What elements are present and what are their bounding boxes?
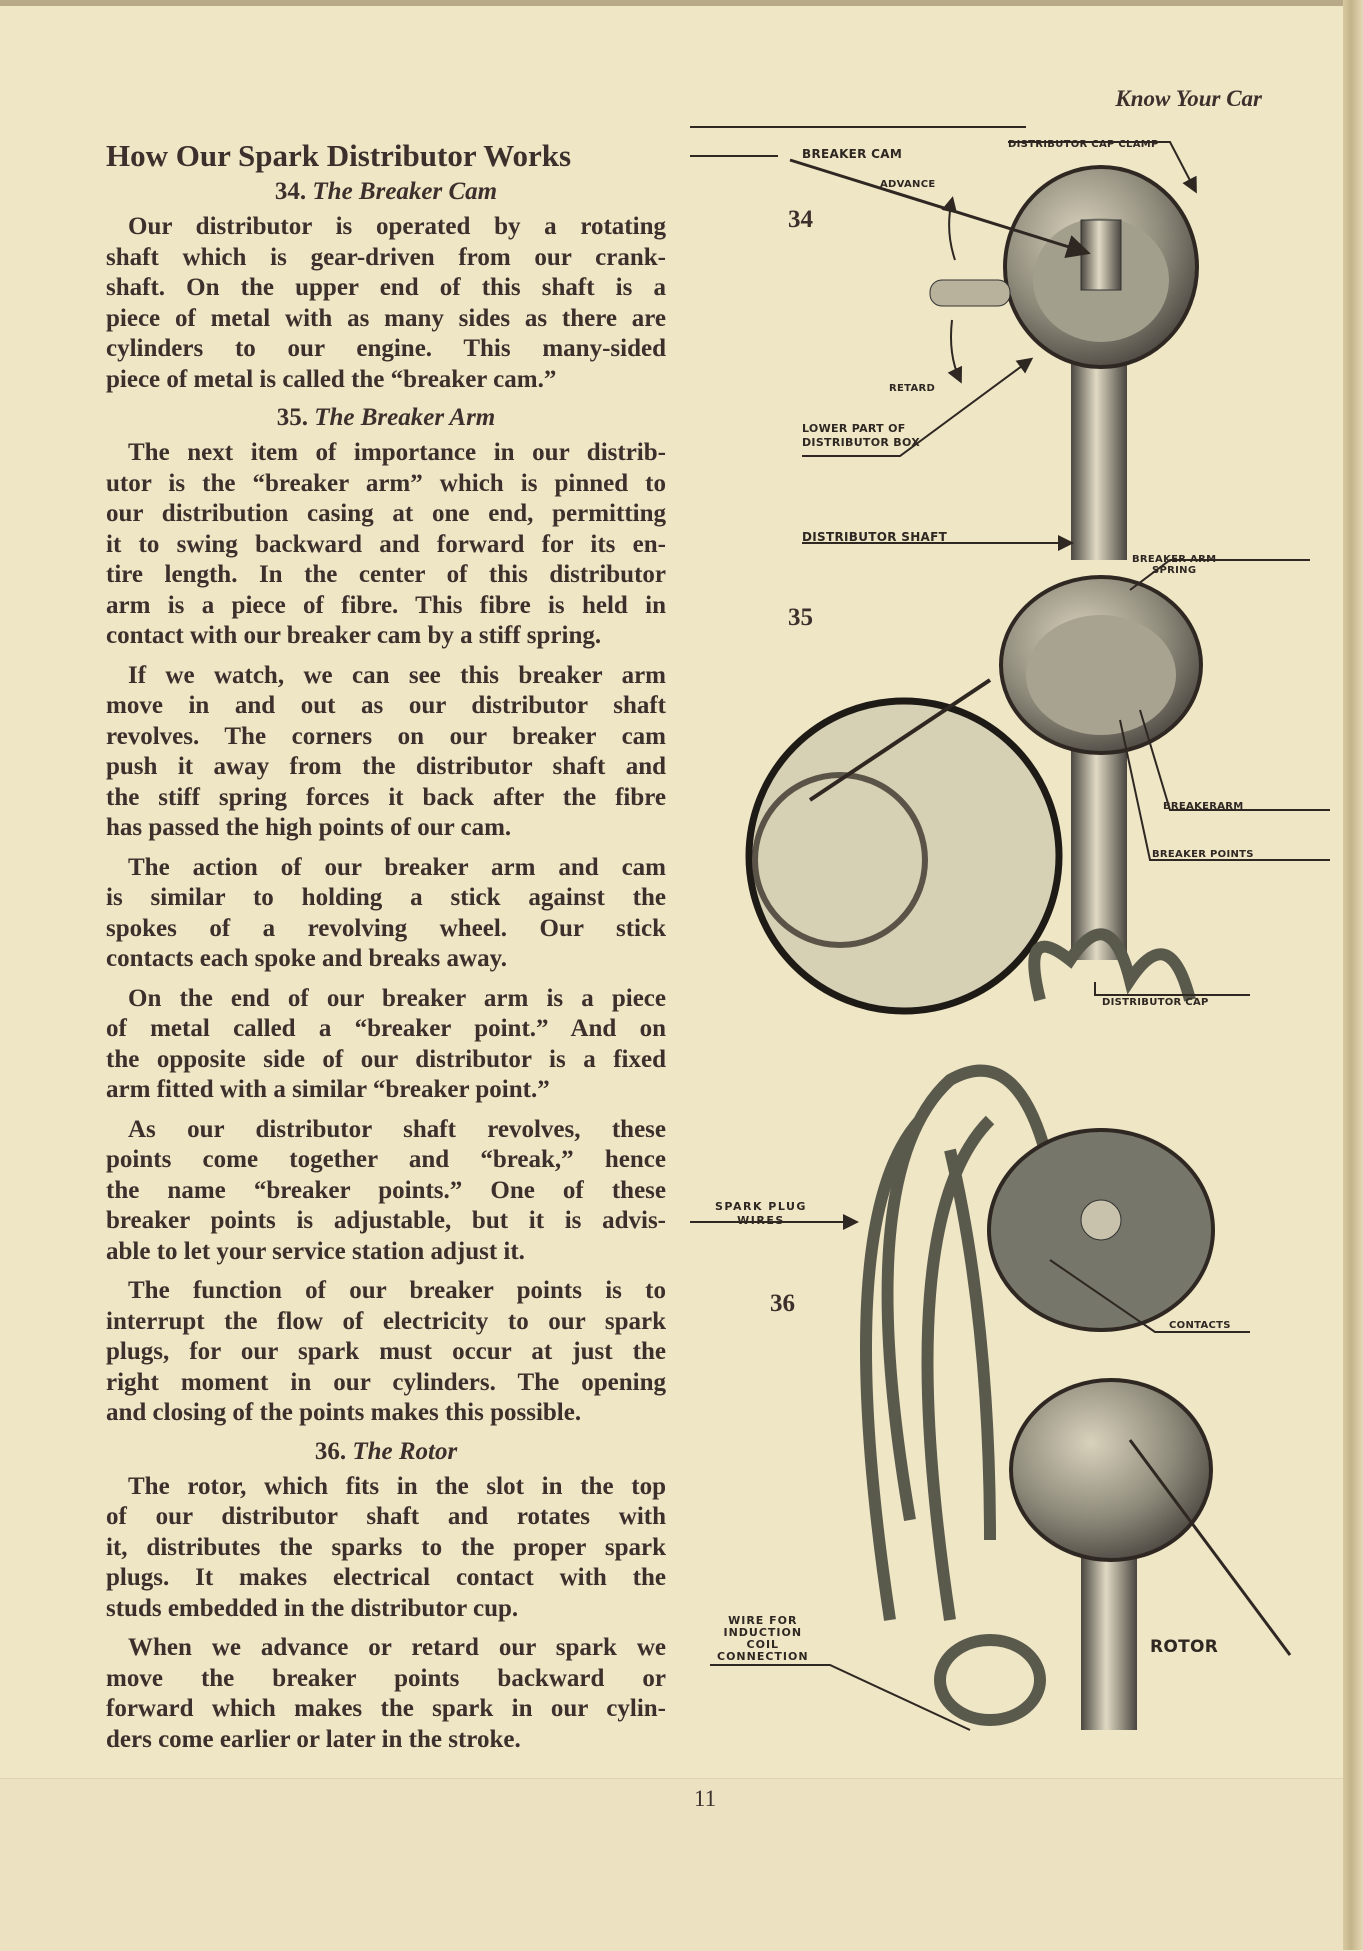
label-spark-plug-wires: SPARK PLUG WIRES — [715, 1200, 807, 1227]
text-line: push it away from the distributor shaft and — [106, 753, 666, 780]
text-line: revolves. The corners on our breaker cam — [106, 722, 666, 750]
text-line: The rotor, which fits in the slot in the top — [128, 1472, 666, 1500]
text-line: interrupt the flow of electricity to our spark — [106, 1307, 666, 1335]
paragraph — [106, 1633, 666, 1755]
paragraph — [106, 212, 666, 395]
text-line: the name “breaker points.” One of these — [106, 1176, 666, 1204]
text-line: arm fitted with a similar “breaker point.” — [106, 1076, 550, 1103]
text-line: contacts each spoke and breaks away. — [106, 945, 507, 972]
figure-34-drawing — [690, 127, 1197, 560]
text-line: of our distributor shaft and rotates with — [106, 1503, 666, 1530]
text-column — [106, 138, 666, 1764]
text-line: The function of our breaker points is to — [128, 1277, 666, 1304]
illustrations — [690, 120, 1330, 1780]
label-advance: ADVANCE — [880, 179, 936, 190]
label-rotor: ROTOR — [1150, 1637, 1219, 1657]
paragraph — [106, 1472, 666, 1625]
section-number: 36. — [314, 1437, 347, 1465]
text-line: plugs. It makes electrical contact with the — [106, 1564, 666, 1591]
text-line: arm is a piece of fibre. This fibre is held in — [106, 591, 666, 619]
text-line: right moment in our cylinders. The opening — [106, 1368, 666, 1396]
label-breaker-points: BREAKER POINTS — [1152, 849, 1254, 860]
label-distributor-cap: DISTRIBUTOR CAP — [1102, 997, 1209, 1008]
text-line: forward which makes the spark in our cylin- — [106, 1695, 666, 1722]
section-heading — [106, 1438, 666, 1466]
text-line: has passed the high points of our cam. — [106, 814, 512, 841]
text-line: move in and out as our distributor shaft — [106, 692, 666, 719]
text-line: As our distributor shaft revolves, these — [128, 1115, 666, 1143]
label-contacts: CONTACTS — [1169, 1320, 1231, 1331]
text-line: contact with our breaker cam by a stiff spring. — [106, 622, 602, 649]
section-heading — [106, 178, 666, 206]
text-line: tire length. In the center of this distributor — [106, 561, 666, 588]
text-line: piece of metal with as many sides as there are — [106, 304, 666, 332]
text-line: spokes of a revolving wheel. Our stick — [106, 914, 666, 942]
section-heading — [106, 404, 666, 432]
label-breaker-arm: BREAKERARM — [1163, 801, 1244, 812]
text-line: it to swing backward and forward for its en- — [106, 530, 666, 558]
section-title: The Rotor — [352, 1437, 458, 1465]
text-line: it, distributes the sparks to the proper spark — [106, 1533, 666, 1561]
figure-number-35: 35 — [788, 604, 813, 631]
label-retard: RETARD — [889, 383, 936, 394]
page-binding-edge — [1343, 0, 1363, 1950]
page-top-edge — [0, 0, 1343, 6]
text-line: cylinders to our engine. This many-sided — [106, 335, 666, 362]
paragraph — [106, 853, 666, 975]
text-line: utor is the “breaker arm” which is pinned to — [106, 469, 666, 497]
text-line: plugs, for our spark must occur at just the — [106, 1338, 666, 1365]
text-line: breaker points is adjustable, but it is advis- — [106, 1207, 666, 1234]
section-title: The Breaker Arm — [314, 404, 496, 431]
label-coil-wire: WIRE FOR INDUCTION COIL CONNECTION — [717, 1614, 809, 1663]
text-line: move the breaker points backward or — [106, 1664, 666, 1692]
running-head: Know Your Car — [1115, 86, 1262, 111]
text-line: shaft. On the upper end of this shaft is a — [106, 274, 666, 301]
label-lower-part: LOWER PART OF DISTRIBUTOR BOX — [802, 422, 921, 449]
text-line: On the end of our breaker arm is a piece — [128, 984, 666, 1012]
distributor-illustrations — [690, 120, 1330, 1780]
text-line: and closing of the points makes this possible. — [106, 1399, 582, 1426]
label-breaker-arm-spring: BREAKER ARM SPRING — [1132, 554, 1217, 576]
text-line: our distribution casing at one end, permitting — [106, 500, 666, 527]
label-breaker-cam: BREAKER CAM — [802, 147, 903, 161]
text-line: shaft which is gear-driven from our crank- — [106, 243, 666, 271]
page-title: How Our Spark Distributor Works — [106, 138, 572, 173]
paragraph — [106, 984, 666, 1106]
sections — [106, 178, 666, 1755]
text-line: Our distributor is operated by a rotating — [128, 213, 666, 240]
figure-number-36: 36 — [770, 1290, 795, 1317]
text-line: the stiff spring forces it back after the fibre — [106, 783, 666, 811]
text-line: piece of metal is called the “breaker cam.” — [106, 365, 557, 393]
figure-number-34: 34 — [788, 206, 813, 233]
label-cap-clamp: DISTRIBUTOR CAP CLAMP — [1008, 139, 1159, 150]
text-line: the opposite side of our distributor is a fixed — [106, 1045, 666, 1073]
section-number: 34. — [274, 178, 307, 205]
text-line: When we advance or retard our spark we — [128, 1634, 666, 1661]
text-line: is similar to holding a stick against the — [106, 884, 666, 911]
text-line: studs embedded in the distributor cup. — [106, 1594, 519, 1622]
text-line: ders come earlier or later in the stroke. — [106, 1725, 521, 1753]
paragraph — [106, 1276, 666, 1429]
text-line: The action of our breaker arm and cam — [128, 853, 666, 881]
paragraph — [106, 438, 666, 652]
label-distributor-shaft: DISTRIBUTOR SHAFT — [802, 530, 948, 544]
section-number: 35. — [276, 404, 308, 431]
text-line: points come together and “break,” hence — [106, 1146, 666, 1173]
text-line: If we watch, we can see this breaker arm — [128, 661, 666, 689]
paragraph — [106, 661, 666, 844]
text-line: The next item of importance in our distrib- — [128, 439, 666, 466]
section-title: The Breaker Cam — [312, 178, 498, 205]
page-number: 11 — [693, 1786, 717, 1811]
paragraph — [106, 1115, 666, 1268]
text-line: of metal called a “breaker point.” And on — [106, 1015, 666, 1042]
text-line: able to let your service station adjust it. — [106, 1237, 525, 1265]
